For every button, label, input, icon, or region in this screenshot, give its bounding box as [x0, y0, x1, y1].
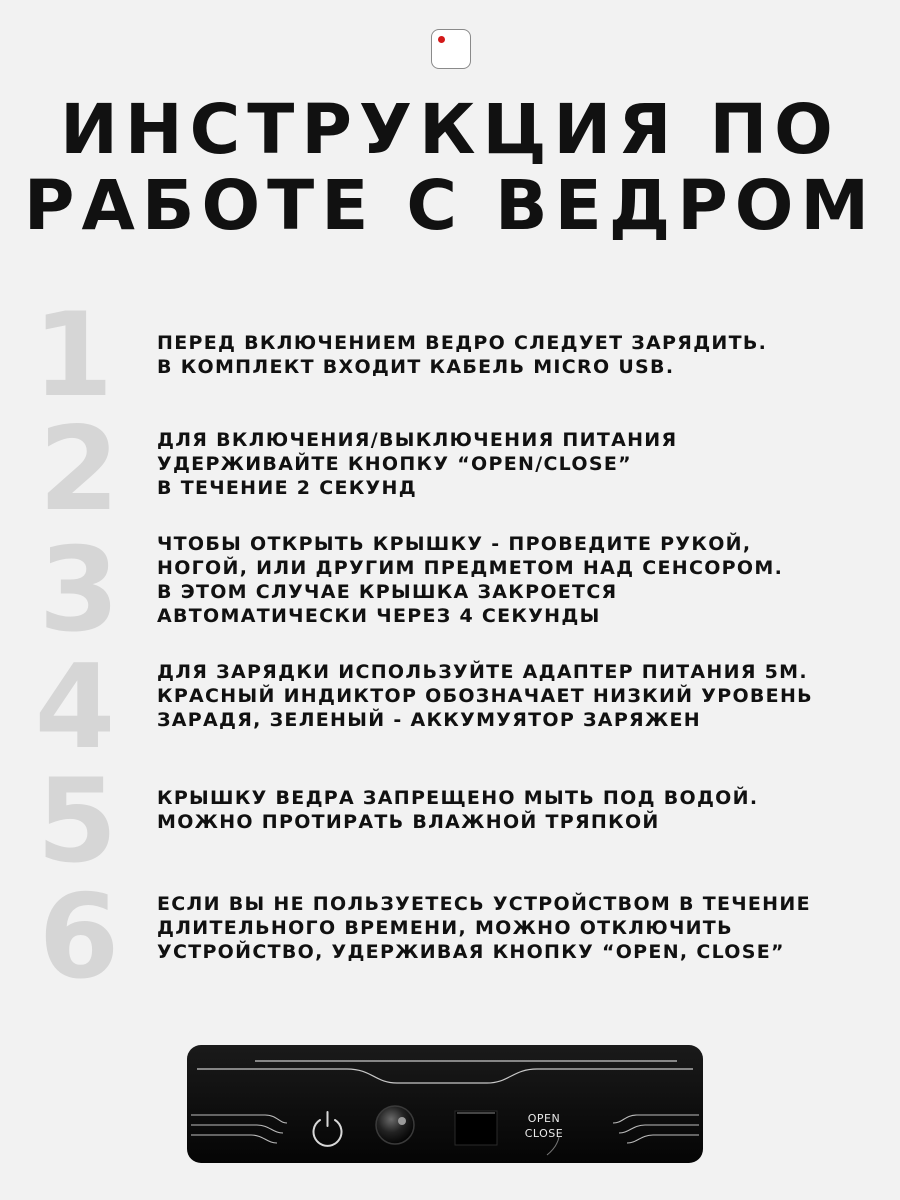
step-number-1: 1: [32, 288, 114, 423]
page-title: [0, 92, 900, 244]
step-text-6: [157, 892, 887, 964]
sensor-icon: [376, 1106, 414, 1144]
step-5-line: МОЖНО ПРОТИРАТЬ ВЛАЖНОЙ ТРЯПКОЙ: [157, 811, 660, 833]
page-title-line-1: ИНСТРУКЦИЯ ПО: [60, 90, 840, 170]
step-2-line: В ТЕЧЕНИЕ 2 СЕКУНД: [157, 477, 417, 499]
step-text-2: [157, 428, 887, 500]
control-panel-graphic: [187, 1045, 703, 1163]
step-number-6: 6: [38, 870, 120, 1005]
step-3-line: НОГОЙ, ИЛИ ДРУГИМ ПРЕДМЕТОМ НАД СЕНСОРОМ.: [157, 557, 784, 579]
indicator-icon: [455, 1111, 497, 1145]
step-6-line: УСТРОЙСТВО, УДЕРЖИВАЯ КНОПКУ “OPEN, CLOSE”: [157, 941, 785, 963]
step-4-line: ДЛЯ ЗАРЯДКИ ИСПОЛЬЗУЙТЕ АДАПТЕР ПИТАНИЯ 5М.: [157, 661, 808, 683]
step-3-line: В ЭТОМ СЛУЧАЕ КРЫШКА ЗАКРОЕТСЯ: [157, 581, 618, 603]
step-5-line: КРЫШКУ ВЕДРА ЗАПРЕЩЕНО МЫТЬ ПОД ВОДОЙ.: [157, 787, 759, 809]
step-1-line: В КОМПЛЕКТ ВХОДИТ КАБЕЛЬ MICRO USB.: [157, 356, 675, 378]
step-6-line: ЕСЛИ ВЫ НЕ ПОЛЬЗУЕТЕСЬ УСТРОЙСТВОМ В ТЕЧЕНИЕ: [157, 893, 811, 915]
step-4-line: КРАСНЫЙ ИНДИКТОР ОБОЗНАЧАЕТ НИЗКИЙ УРОВЕНЬ: [157, 685, 813, 707]
page-title-line-2: РАБОТЕ С ВЕДРОМ: [23, 166, 877, 246]
step-number-4: 4: [34, 640, 116, 775]
step-text-1: [157, 331, 887, 379]
open-label: OPEN: [527, 1112, 561, 1125]
step-3-line: ЧТОБЫ ОТКРЫТЬ КРЫШКУ - ПРОВЕДИТЕ РУКОЙ,: [157, 533, 752, 555]
step-text-3: [157, 532, 887, 628]
step-6-line: ДЛИТЕЛЬНОГО ВРЕМЕНИ, МОЖНО ОТКЛЮЧИТЬ: [157, 917, 733, 939]
step-2-line: ДЛЯ ВКЛЮЧЕНИЯ/ВЫКЛЮЧЕНИЯ ПИТАНИЯ: [157, 429, 678, 451]
step-number-5: 5: [36, 754, 118, 889]
control-panel-illustration: [187, 1045, 703, 1163]
step-2-line: УДЕРЖИВАЙТЕ КНОПКУ “OPEN/CLOSE”: [157, 453, 632, 475]
step-number-3: 3: [38, 523, 120, 658]
step-text-5: [157, 786, 887, 834]
red-dot-icon: [438, 36, 445, 43]
step-4-line: ЗАРАДЯ, ЗЕЛЕНЫЙ - АККУМУЯТОР ЗАРЯЖЕН: [157, 709, 702, 731]
step-1-line: ПЕРЕД ВКЛЮЧЕНИЕМ ВЕДРО СЛЕДУЕТ ЗАРЯДИТЬ.: [157, 332, 768, 354]
close-label: CLOSE: [524, 1127, 564, 1140]
step-text-4: [157, 660, 887, 732]
step-3-line: АВТОМАТИЧЕСКИ ЧЕРЕЗ 4 СЕКУНДЫ: [157, 605, 601, 627]
brand-badge-icon: [431, 29, 471, 69]
panel-body: [187, 1045, 703, 1163]
step-number-2: 2: [38, 402, 120, 537]
